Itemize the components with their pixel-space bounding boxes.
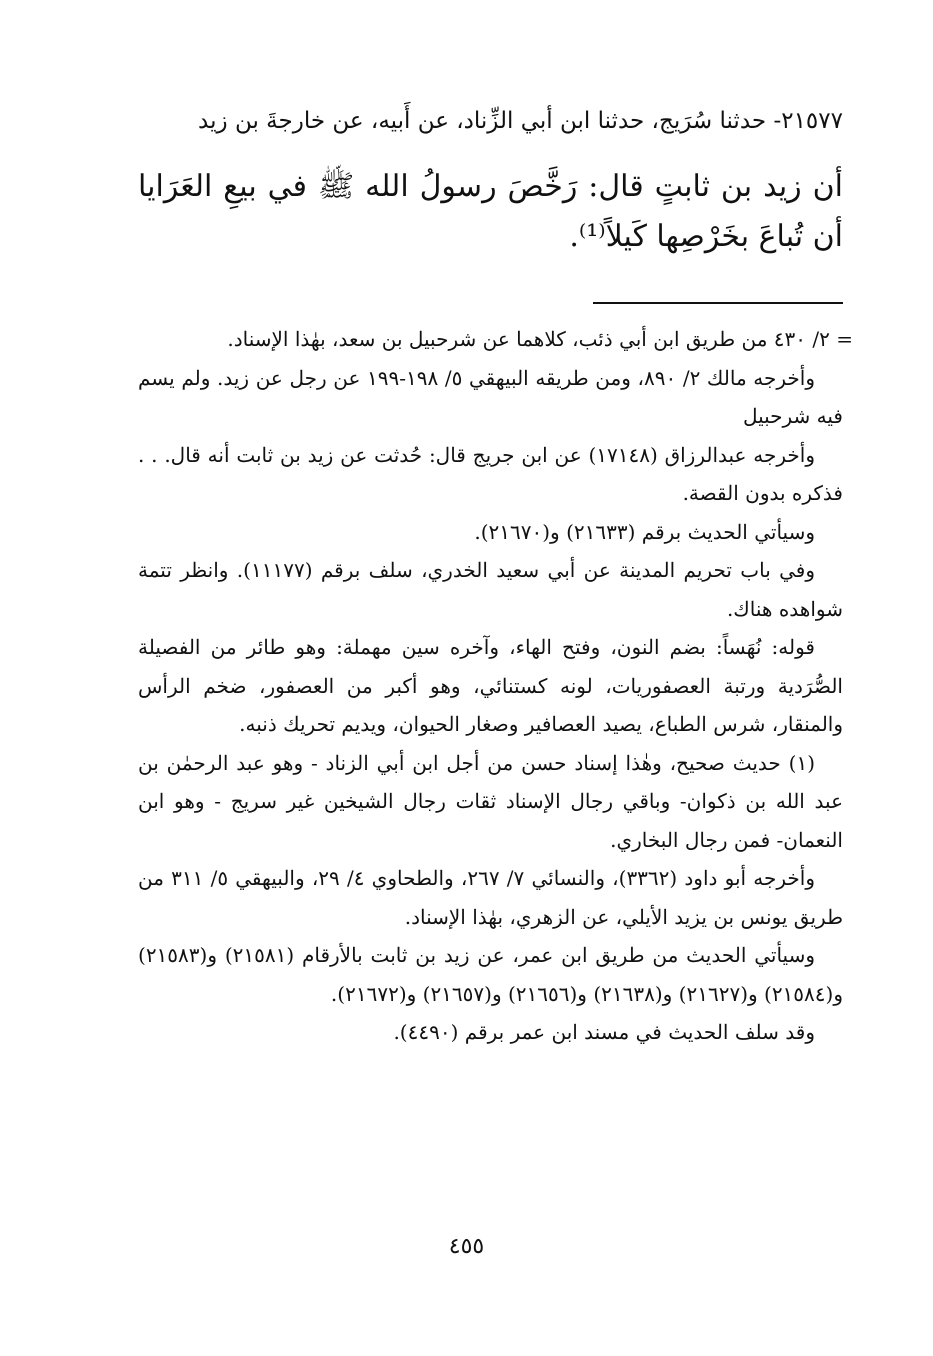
footnote-paragraph: وأخرجه مالك ٢/ ٨٩٠، ومن طريقه البيهقي ٥/ ١٩٨-١٩٩ عن رجل عن زيد. ولم يسم فيه شرحبيل bbox=[138, 365, 843, 428]
footnotes bbox=[138, 320, 853, 1052]
footnote-paragraph: وسيأتي الحديث برقم (٢١٦٣٣) و(٢١٦٧٠). bbox=[474, 519, 815, 544]
footnote-paragraph: وسيأتي الحديث من طريق ابن عمر، عن زيد بن ثابت بالأرقام (٢١٥٨١) و(٢١٥٨٣) و(٢١٥٨٤) و(٢١٦٢٧) و(٢١٦٣٨) و(٢١٦٥٦) و(٢١٦٥٧) و(٢١٦٧٢). bbox=[138, 943, 843, 1006]
footnote-paragraph: وفي باب تحريم المدينة عن أبي سعيد الخدري، سلف برقم (١١١٧٧). وانظر تتمة شواهده هناك. bbox=[138, 558, 843, 621]
page-number: ٤٥٥ bbox=[448, 1234, 485, 1259]
footnote-paragraph: وأخرجه عبدالرزاق (١٧١٤٨) عن ابن جريج قال: حُدثت عن زيد بن ثابت أنه قال. . . فذكره بدون القصة. bbox=[138, 442, 843, 505]
footnote-1: (١) حديث صحيح، وهٰذا إسناد حسن من أجل ابن أبي الزناد - وهو عبد الرحمٰن بن عبد الله بن ذكوان- وباقي رجال الإسناد ثقات رجال الشيخين غير سريج - وهو ابن النعمان- فمن رجال البخاري. bbox=[138, 750, 844, 852]
page-body bbox=[138, 98, 853, 1052]
hadith-matn: أن زيد بن ثابتٍ قال: رَخَّصَ رسولُ الله ﷺ في بيعِ العَرَايا أن تُباعَ بخَرْصِها كَيلاً⁽¹⁾. bbox=[138, 169, 843, 254]
footnote-continuation: = ٢/ ٤٣٠ من طريق ابن أبي ذئب، كلاهما عن شرحبيل بن سعد، بهٰذا الإسناد. bbox=[227, 327, 853, 351]
footnote-divider bbox=[593, 302, 843, 304]
footnote-paragraph: وقد سلف الحديث في مسند ابن عمر برقم (٤٤٩٠). bbox=[393, 1020, 815, 1044]
hadith-isnad: ٢١٥٧٧- حدثنا سُرَيج، حدثنا ابن أبي الزِّناد، عن أَبيه، عن خارجةَ بن زيد bbox=[198, 108, 843, 134]
footnote-paragraph: قوله: نُهَساً: بضم النون، وفتح الهاء، وآخره سين مهملة: وهو طائر من الفصيلة الصُّرَدية ورتبة العصفوريات، لونه كستنائي، وهو أكبر من العصفور، ضخم الرأس والمنقار، شرس الطباع، يصيد العصافير وصغار الحيوان، ويديم تحريك ذنبه. bbox=[138, 635, 843, 736]
footnote-paragraph: وأخرجه أبو داود (٣٣٦٢)، والنسائي ٧/ ٢٦٧، والطحاوي ٤/ ٢٩، والبيهقي ٥/ ٣١١ من طريق يونس بن يزيد الأيلي، عن الزهري، بهٰذا الإسناد. bbox=[138, 866, 843, 929]
